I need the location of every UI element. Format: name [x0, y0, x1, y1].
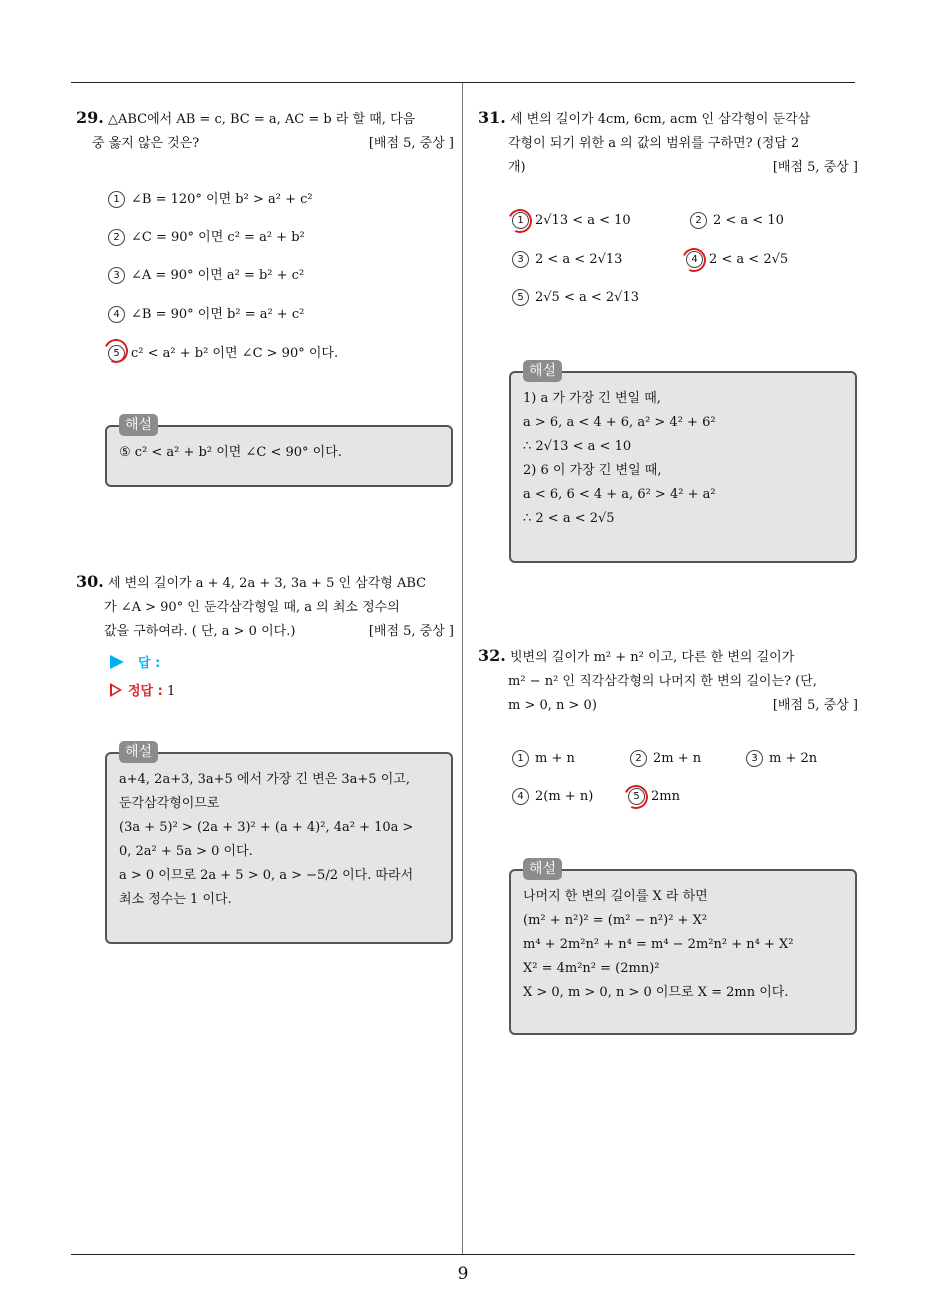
option-number: 1	[108, 191, 125, 208]
option-number: 2	[630, 750, 647, 767]
option-number: 4	[108, 306, 125, 323]
solution-line: 0, 2a² + 5a > 0 이다.	[119, 844, 253, 859]
solution-tag: 해설	[523, 360, 562, 382]
solution-line: (m² + n²)² = (m² − n²)² + X²	[523, 913, 708, 928]
problem-number: 29.	[76, 108, 104, 127]
solution-line: ∴ 2 < a < 2√5	[523, 511, 615, 526]
solution-box-32	[509, 861, 857, 1035]
stem-line: 중 옳지 않은 것은?	[92, 136, 200, 151]
stem-line: 값을 구하여라. ( 단, a > 0 이다.)	[104, 624, 296, 639]
option-text: ∠C = 90° 이면 c² = a² + b²	[131, 230, 305, 245]
stem-line: m > 0, n > 0)	[508, 698, 597, 713]
problem-number: 32.	[478, 646, 506, 665]
option-3[interactable]	[512, 251, 622, 268]
stem-line: 각형이 되기 위한 a 의 값의 범위를 구하면? (정답 2	[508, 136, 800, 151]
option-3[interactable]	[108, 264, 304, 284]
score-meta: [배점 5, 중상 ]	[772, 160, 858, 175]
problem-number: 31.	[478, 108, 506, 127]
option-text: ∠B = 90° 이면 b² = a² + c²	[131, 307, 305, 322]
option-number: 1	[512, 750, 529, 767]
solution-box-31	[509, 363, 857, 563]
correct-label: 정답 :	[128, 684, 163, 699]
solution-line: 둔각삼각형이므로	[119, 796, 220, 811]
score-meta: [배점 5, 중상 ]	[368, 136, 454, 151]
stem-line: 세 변의 길이가 a + 4, 2a + 3, 3a + 5 인 삼각형 ABC	[107, 576, 427, 591]
stem-line: 가 ∠A > 90° 인 둔각삼각형일 때, a 의 최소 정수의	[104, 600, 400, 615]
option-number: 2	[690, 212, 707, 229]
outline-triangle-icon	[110, 683, 122, 697]
option-3[interactable]	[746, 750, 817, 767]
stem-line: m² − n² 인 직각삼각형의 나머지 한 변의 길이는? (단,	[508, 674, 817, 689]
option-number: 5	[108, 345, 125, 362]
score-meta: [배점 5, 중상 ]	[772, 698, 858, 713]
solution-line: (3a + 5)² > (2a + 3)² + (a + 4)², 4a² + 10a >	[119, 820, 414, 835]
solution-line: 최소 정수는 1 이다.	[119, 892, 232, 907]
option-number: 5	[628, 788, 645, 805]
problem-29-stem	[76, 106, 454, 156]
option-number: 3	[512, 251, 529, 268]
solution-box-29	[105, 417, 453, 487]
option-text: 2 < a < 10	[713, 213, 784, 228]
top-rule	[71, 82, 855, 83]
solution-line: ∴ 2√13 < a < 10	[523, 439, 632, 454]
option-2[interactable]	[108, 226, 305, 246]
solution-tag: 해설	[119, 414, 158, 436]
option-text: 2√13 < a < 10	[535, 213, 631, 228]
answer-label: 답 :	[138, 656, 161, 671]
stem-line: △ABC에서 AB = c, BC = a, AC = b 라 할 때, 다음	[107, 112, 416, 127]
solution-tag: 해설	[119, 741, 158, 763]
solution-line: a+4, 2a+3, 3a+5 에서 가장 긴 변은 3a+5 이고,	[119, 772, 410, 787]
option-number: 1	[512, 212, 529, 229]
problem-number: 30.	[76, 572, 104, 591]
option-2[interactable]	[690, 212, 784, 229]
answer-circle-mark	[505, 206, 536, 237]
option-4[interactable]	[108, 303, 304, 323]
option-4[interactable]	[512, 788, 593, 805]
stem-line: 개)	[508, 160, 526, 175]
stem-line: 빗변의 길이가 m² + n² 이고, 다른 한 변의 길이가	[509, 650, 795, 665]
answer-circle-mark	[679, 245, 710, 276]
option-text: m + n	[535, 751, 575, 766]
option-5[interactable]	[512, 289, 639, 306]
solution-line: a > 0 이므로 2a + 5 > 0, a > −5/2 이다. 따라서	[119, 868, 414, 883]
option-text: ∠A = 90° 이면 a² = b² + c²	[131, 268, 305, 283]
option-number: 3	[108, 267, 125, 284]
option-text: c² < a² + b² 이면 ∠C > 90° 이다.	[131, 346, 339, 361]
solution-line: a > 6, a < 4 + 6, a² > 4² + 6²	[523, 415, 716, 430]
option-text: 2√5 < a < 2√13	[535, 290, 639, 305]
option-text: 2 < a < 2√13	[535, 252, 623, 267]
problem-31-stem	[478, 106, 858, 180]
answer-line[interactable]	[110, 652, 160, 671]
option-text: 2m + n	[653, 751, 702, 766]
option-2[interactable]	[630, 750, 701, 767]
option-text: ∠B = 120° 이면 b² > a² + c²	[131, 192, 313, 207]
option-text: 2(m + n)	[535, 789, 594, 804]
play-triangle-icon	[110, 655, 124, 669]
page-number: 9	[457, 1264, 469, 1284]
option-text: 2mn	[651, 789, 680, 804]
correct-value: 1	[166, 684, 176, 699]
solution-line: m⁴ + 2m²n² + n⁴ = m⁴ − 2m²n² + n⁴ + X²	[523, 937, 794, 952]
solution-line: ⑤ c² < a² + b² 이면 ∠C < 90° 이다.	[119, 445, 342, 460]
correct-answer-line	[110, 680, 175, 699]
option-5[interactable]	[108, 342, 338, 362]
score-meta: [배점 5, 중상 ]	[368, 624, 454, 639]
column-divider	[462, 83, 463, 1254]
option-text: m + 2n	[769, 751, 818, 766]
problem-30-stem	[76, 570, 454, 644]
option-number: 4	[512, 788, 529, 805]
option-number: 2	[108, 229, 125, 246]
bottom-rule	[71, 1254, 855, 1255]
solution-line: a < 6, 6 < 4 + a, 6² > 4² + a²	[523, 487, 716, 502]
option-number: 4	[686, 251, 703, 268]
solution-line: 나머지 한 변의 길이를 X 라 하면	[523, 889, 708, 904]
stem-line: 세 변의 길이가 4cm, 6cm, acm 인 삼각형이 둔각삼	[509, 112, 811, 127]
solution-line: 2) 6 이 가장 긴 변일 때,	[523, 463, 662, 478]
option-1[interactable]	[108, 188, 313, 208]
solution-line: X² = 4m²n² = (2mn)²	[523, 961, 660, 976]
option-number: 3	[746, 750, 763, 767]
solution-line: 1) a 가 가장 긴 변일 때,	[523, 391, 661, 406]
problem-32-stem	[478, 644, 858, 718]
solution-tag: 해설	[523, 858, 562, 880]
answer-circle-mark	[621, 782, 652, 813]
option-text: 2 < a < 2√5	[709, 252, 789, 267]
option-number: 5	[512, 289, 529, 306]
solution-box-30	[105, 744, 453, 944]
option-1[interactable]	[512, 750, 575, 767]
solution-line: X > 0, m > 0, n > 0 이므로 X = 2mn 이다.	[523, 985, 789, 1000]
